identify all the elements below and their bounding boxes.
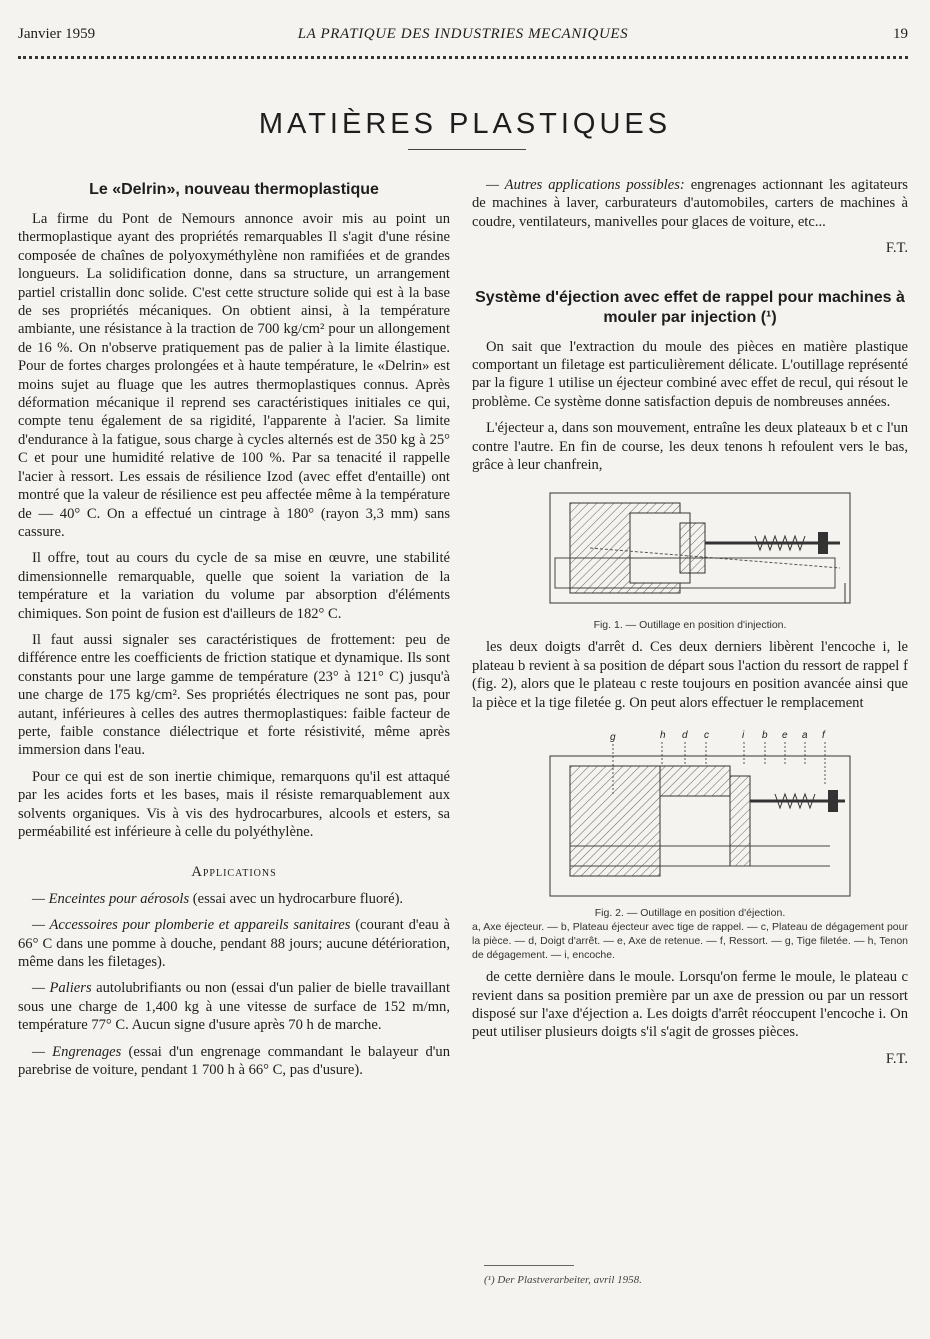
application-label: — Engrenages	[32, 1043, 122, 1060]
figure-2-legend: a, Axe éjecteur. — b, Plateau éjecteur avec tige de rappel. — c, Plateau de dégagement pour la pièce. — d, Doigt d'arrêt. — e, Axe de retenue. — f, Ressort. — g, Tige filetée. — h, Tenon de dégagement. — i, encoche.	[472, 921, 908, 962]
fig2-label-a: a	[802, 730, 808, 742]
fig2-label-i: i	[742, 730, 745, 742]
figure-1	[472, 488, 908, 632]
application-text: engrenages actionnant les agitateurs de machines à laver, carburateurs d'automobiles, carters de machines à coudre, ventilateurs, manivelles pour glaces de voiture, etc...	[472, 177, 908, 230]
application-text: (courant d'eau à 66° C dans une pomme à douche, pendant 88 jours; aucune détérioration, même dans les filetages).	[18, 917, 450, 971]
header-rule	[18, 56, 908, 59]
application-item	[472, 176, 908, 231]
article2-paragraph: On sait que l'extraction du moule des pièces en matière plastique comportant un filetage est particulièrement délicate. L'outillage représenté par la figure 1 utilise un éjecteur combiné avec effet de recul, qui résout le problème. Ce système donne satisfaction depuis de nombreuses années.	[472, 338, 908, 410]
right-column	[472, 176, 908, 1068]
application-label: — Enceintes pour aérosols	[32, 890, 190, 907]
header-journal: LA PRATIQUE DES INDUSTRIES MECANIQUES	[297, 26, 629, 42]
figure-1-drawing	[510, 488, 870, 618]
application-item	[18, 890, 450, 908]
fig2-label-g: g	[610, 732, 616, 744]
article1-signature: F.T.	[885, 240, 908, 257]
fig2-label-e: e	[782, 730, 788, 742]
article2-signature: F.T.	[885, 1050, 908, 1067]
application-label: — Autres applications possibles:	[486, 177, 685, 193]
article1-title: Le «Delrin», nouveau thermoplastique	[89, 181, 379, 198]
figure-2	[472, 726, 908, 962]
article2-paragraph: L'éjecteur a, dans son mouvement, entraîne les deux plateaux b et c l'un contre l'autre. En fin de course, les deux tenons h refoulent vers le bas, grâce à leur chanfrein,	[472, 420, 908, 474]
article1-paragraph: Il offre, tout au cours du cycle de sa mise en œuvre, une stabilité dimensionnelle remarquable, quelle que soient la variation de la température et la variation du volume par absorption d'éléments chimiques. Son point de fusion est d'ailleurs de 182° C.	[18, 550, 450, 622]
footnote: (¹) Der Plastverarbeiter, avril 1958.	[484, 1274, 642, 1286]
application-text: (essai avec un hydrocarbure fluoré).	[189, 890, 404, 907]
application-text: (essai d'un engrenage commandant le balayeur d'un parebrise de voiture, pendant 1 700 h à 66° C, pas d'usure).	[18, 1043, 451, 1079]
applications-heading: Applications	[191, 864, 277, 881]
article1-paragraph: La firme du Pont de Nemours annonce avoir mis au point un thermoplastique ayant des propriétés remarquables Il s'agit d'une résine composée de chaînes de polyoxyméthylène non ramifiées et de grandes longueurs. La solidification donne, dans sa structure, un arrangement partiel cristallin donc solide. C'est cette structure solide qui est à la base de ses propriétés mécaniques. On obtient ainsi, à la température ambiante, une résistance à la traction de 700 kg/cm² pour un allongement de 16 %. On n'observe pratiquement pas de palier à la limite élastique. Pour de fortes charges prolongées et à haute température, le «Delrin» est moins sujet au fluage que les autres thermoplastiques connus. Après déformation mécanique il reprend ses caractéristiques initiales ce qui, compte tenu également de sa rigidité, l'apparente à l'acier. Sa limite d'endurance à la fatigue, sous charge à cycles alternés est de 350 kg à 25° C et pour une humidité relative de 100 %. Par sa tenacité il rappelle l'acier à ressort. Les essais de résilience Izod (avec effet d'entaille) ont montré que la valeur de résilience est peu affectée même à la température de — 40° C. On a effectué un cintrage à 180° (rayon 3,3 mm) sans cassure.	[18, 211, 450, 540]
left-column	[18, 180, 450, 1087]
fig2-label-c: c	[704, 730, 709, 742]
fig2-label-h: h	[660, 730, 666, 742]
application-label: — Paliers	[32, 980, 92, 997]
article1-paragraph: Il faut aussi signaler ses caractéristiques de frottement: peu de différence entre les coefficients de friction statique et dynamique. Ils sont constants pour une large gamme de température (23° à 121° C) jusqu'à une charge de 175 kg/cm². Ses propriétés électriques ne sont pas, pour autant, inférieures à celles des autres thermoplastiques: faible facteur de perte, faible constance diélectrique et forte résistivité, même après immersion dans l'eau.	[18, 631, 450, 759]
page-number: 19	[893, 26, 908, 42]
application-item	[18, 979, 450, 1034]
figure-2-drawing	[510, 726, 870, 906]
article2-title: Système d'éjection avec effet de rappel pour machines à mouler par injection (¹)	[475, 288, 905, 326]
footnote-rule	[484, 1265, 574, 1266]
page-header	[18, 26, 908, 50]
fig2-label-f: f	[822, 730, 825, 742]
article2-paragraph: de cette dernière dans le moule. Lorsqu'on ferme le moule, le plateau c revient dans sa position première par un axe de pression ou par un ressort disposé sur l'axe d'éjection a. Les doigts d'arrêt réoccupent l'encoche i. On peut utiliser plusieurs doigts s'il s'agit de grosses pièces.	[472, 969, 908, 1041]
application-label: — Accessoires pour plomberie et appareils sanitaires	[32, 917, 351, 934]
article2-paragraph: les deux doigts d'arrêt d. Ces deux derniers libèrent l'encoche i, le plateau b revient à sa position de départ sous l'action du ressort de rappel f (fig. 2), alors que le plateau c reste toujours en position avancée ainsi que la pièce et la tige filetée g. On peut alors effectuer le remplacement	[472, 639, 908, 711]
application-item	[18, 1043, 450, 1080]
title-rule	[408, 149, 526, 150]
figure-2-caption: Fig. 2. — Outillage en position d'éjection.	[594, 907, 786, 920]
section-title: MATIÈRES PLASTIQUES	[258, 108, 672, 140]
application-text: autolubrifiants ou non (essai d'un palier de bielle travaillant sous une charge de 1,400 kg à une vitesse de surface de 152 m/mn, température 77° C. Aucun signe d'usure après 70 h de marche.	[18, 980, 451, 1034]
article1-paragraph: Pour ce qui est de son inertie chimique, remarquons qu'il est attaqué par les acides forts et les bases, mais il résiste remarquablement aux solvents organiques. Vis à vis des hydrocarbures, alcools et esters, sa perméabilité est inférieure à celle du polyéthylène.	[18, 768, 450, 840]
application-item	[18, 916, 450, 971]
fig2-label-d: d	[682, 730, 688, 742]
fig2-label-b: b	[762, 730, 768, 742]
figure-1-caption: Fig. 1. — Outillage en position d'injection.	[593, 619, 787, 632]
header-date: Janvier 1959	[18, 26, 96, 42]
